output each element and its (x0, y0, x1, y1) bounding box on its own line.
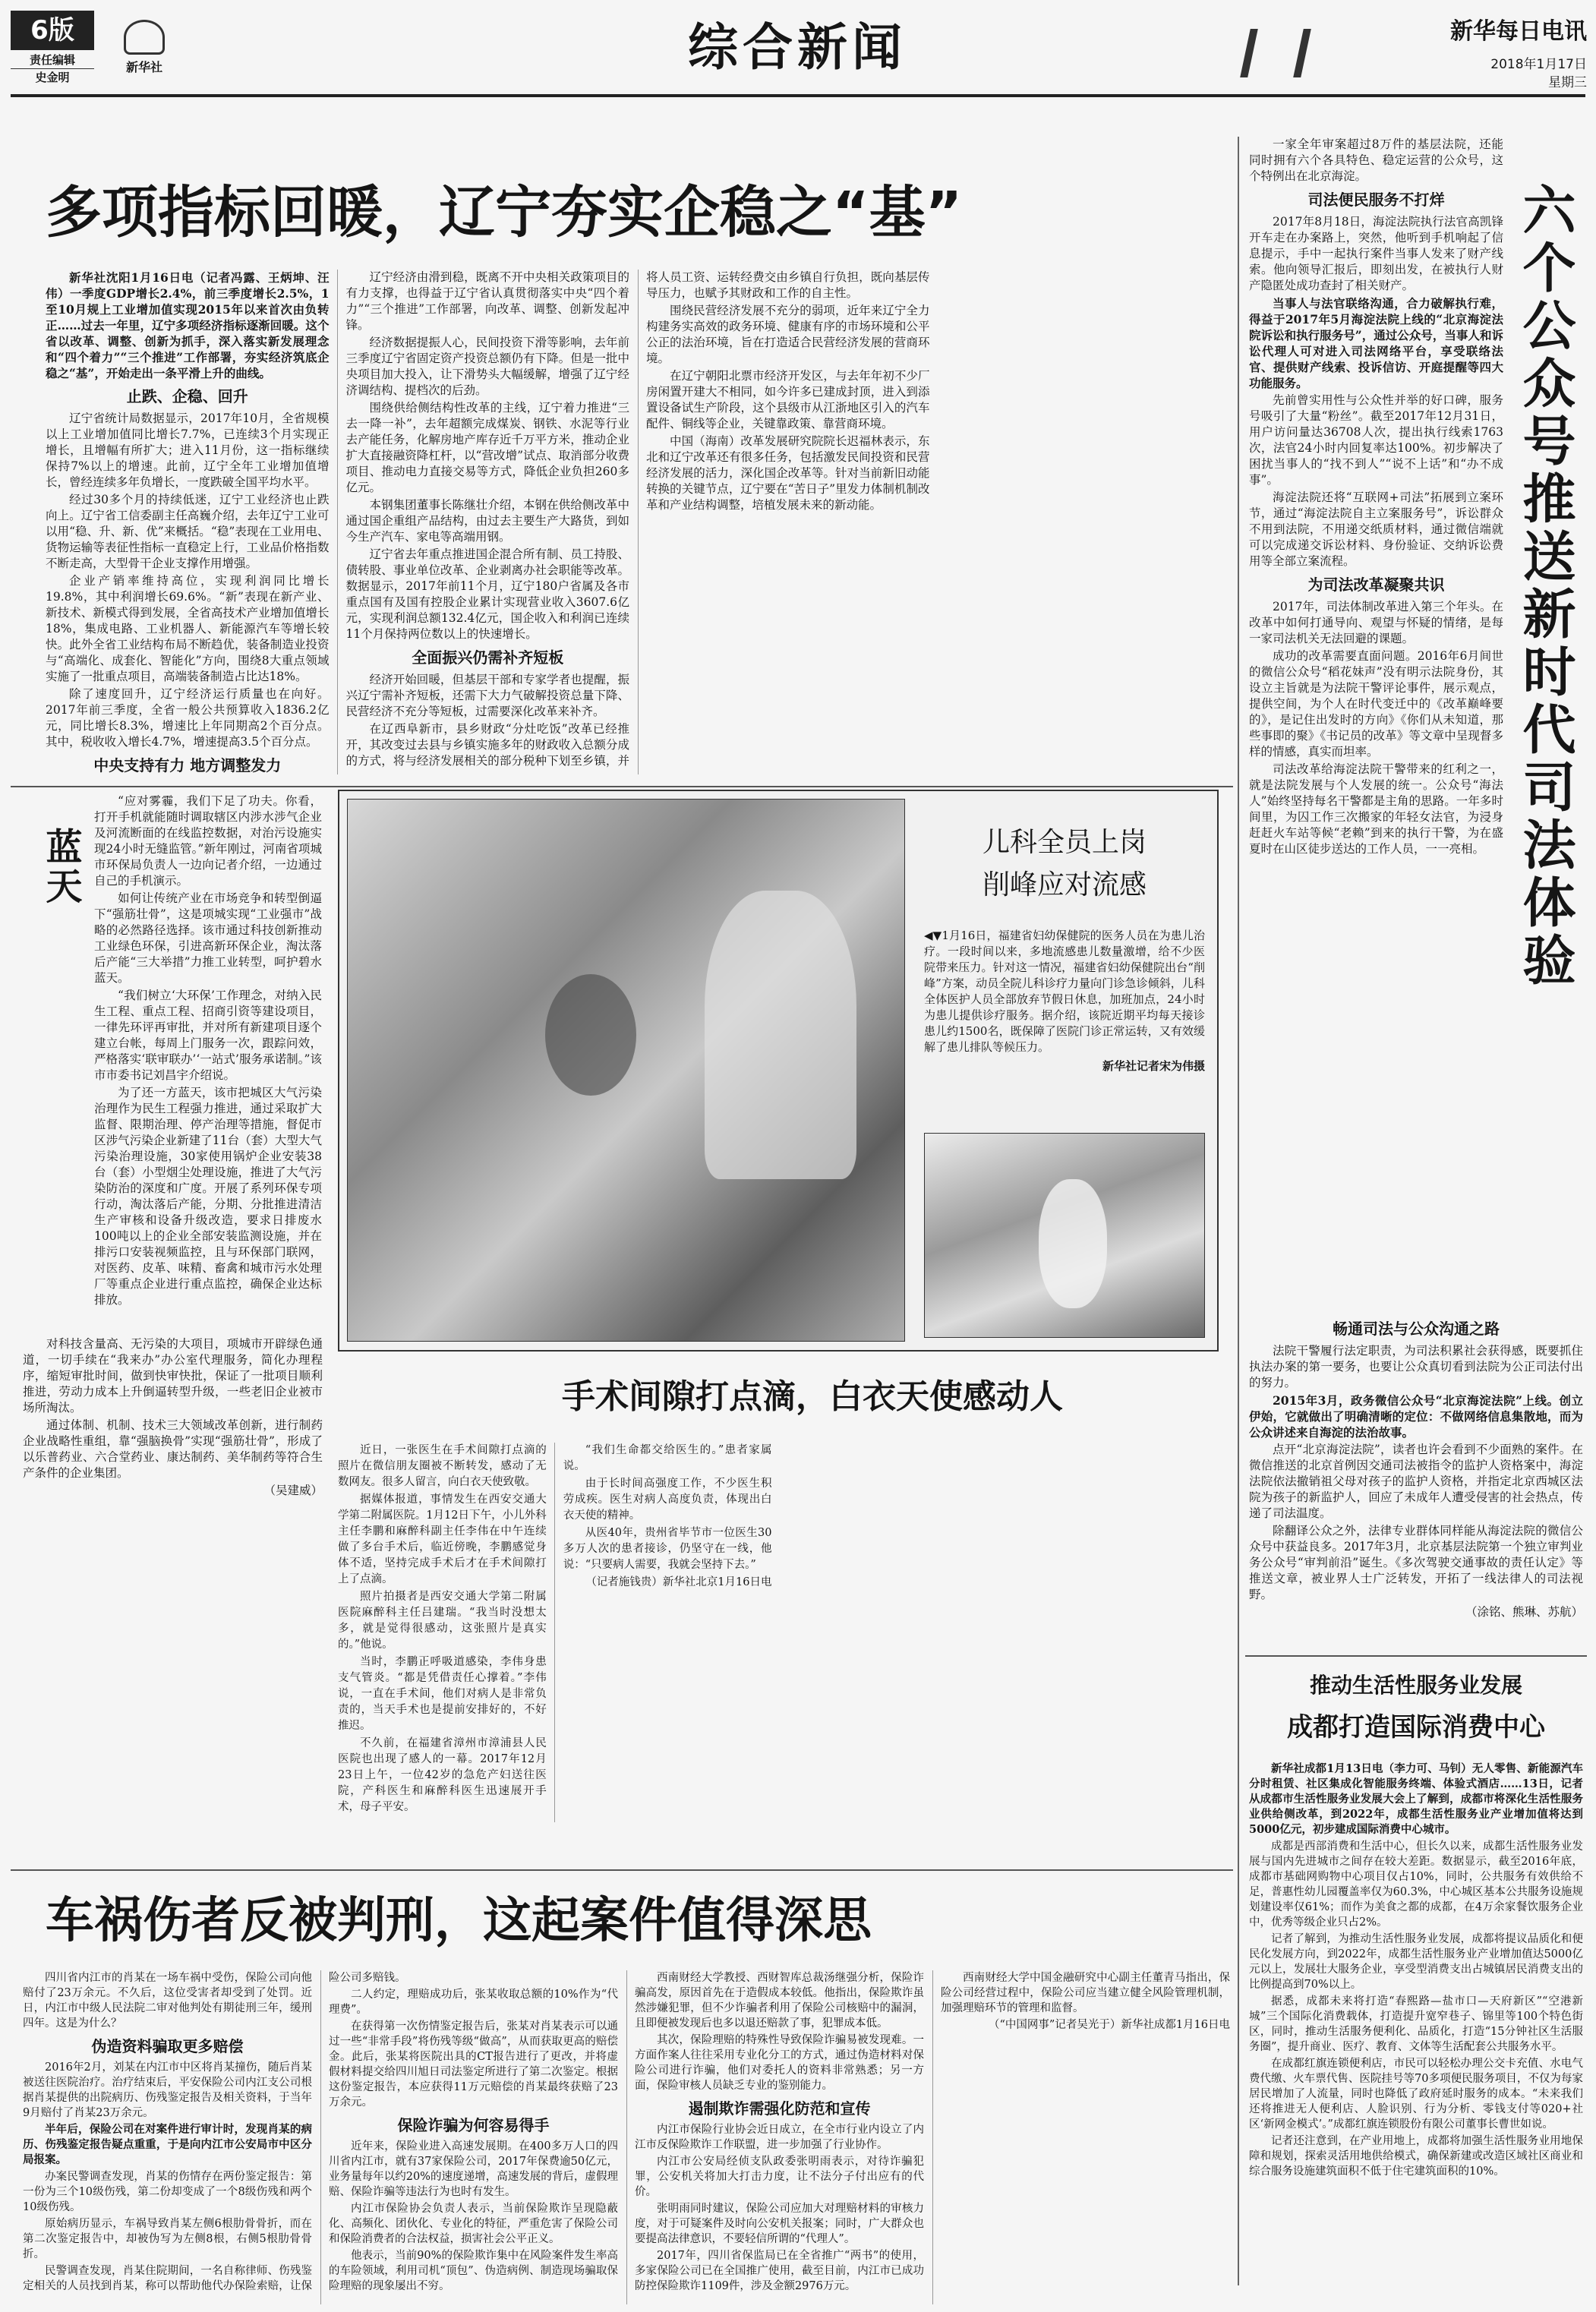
article4-top-rule (11, 1869, 1233, 1871)
article2-headline (38, 828, 84, 1283)
article5-para: 一家全年审案超过8万件的基层法院，还能同时拥有六个各具特色、稳定运营的公众号，这个特例出在北京海淀。 (1249, 137, 1503, 183)
article5-body-top (1249, 137, 1503, 1298)
article1-subhead-3: 全面振兴仍需补齐短板 (412, 648, 564, 667)
article1-para: 辽宁省去年重点推进国企混合所有制、员工持股、债转股、事业单位改革、企业剥离办社会职能等改革。数据显示，2017年前11个月，辽宁180户省属及各市重点国有及国有控股企业累计实现营业收入3607.6亿元，实现利润总额132.4亿元，国企收入和利润已连续11个月保持两位数以上的快速增长。 (345, 547, 629, 641)
article1-body (46, 270, 1230, 774)
article5-headline-text: 六个公众号推送新时代司法体验 (1514, 182, 1576, 990)
article3-para: 不久前，在福建省漳州市漳浦县人民医院也出现了感人的一幕。2017年12月23日上午，一位42岁的急危产妇送往医院，产科医生和麻醉科医生迅速展开手术，母子平安。 (338, 1737, 547, 1813)
article1-subhead-2: 中央支持有力 地方调整发力 (93, 756, 282, 774)
article2-para: “我们树立‘大环保’工作理念，对纳入民生工程、重点工程、招商引资等建设项目，一律先环评再审批，并对所有新建项目逐个建立台帐，每周上门服务一次，跟踪问效，严格落实‘联审联办’‘一站式’服务承诺制。”该市市委书记刘昌宇介绍说。 (94, 989, 322, 1082)
article1-headline: 多项指标回暖，辽宁夯实企稳之“基” (46, 180, 963, 245)
article2-headline-text: 蓝天 (39, 828, 82, 907)
article4-para: 其次，保险理赔的特殊性导致保险诈骗易被发现难。一方面作案人往往采用专业化分工的方式，通过伪造材料对保险公司进行诈骗，他们对委托人的资料非常熟悉；另一方面，保险审核人员缺乏专业的鉴别能力。 (635, 2034, 924, 2092)
article6-para: 据悉，成都未来将打造“春熙路—盐市口—天府新区”“空港新城”三个国际化消费载体，打造提升宽窄巷子、锦里等100个特色街区，同时，推动生活服务便利化、品质化，打造“15分钟社区生活服务圈”，提升商业、医疗、教育、文体等生活配套公共服务水平。 (1249, 1995, 1583, 2053)
article1-para: 辽宁省统计局数据显示，2017年10月，全省规模以上工业增加值同比增长7.7%，已连续3个月实现正增长，且增幅有所扩大；进入11月份，这一指标继续保持7%以上的增速。此前，辽宁全年工业增加值增长，曾经连续多年负增长，一度跌破全国平均水平。 (46, 412, 330, 489)
article6-para: 在成都红旗连锁便利店，市民可以轻松办理公交卡充值、水电气费代缴、火车票代售、医院挂号等70多项便民服务项目，不仅为每家居民增加了人流量，同时也降低了政府延时服务的成本。“未来我们还将推进无人便利店、人脸识别、行为分析、零钱支付等020+社区‘新网金模式’。”成都红旗连锁股份有限公司董事长曹世如说。 (1249, 2058, 1583, 2131)
xinhua-logo (99, 20, 190, 80)
article4-para: 内江市保险行业协会近日成立，在全市行业内设立了内江市反保险欺诈工作联盟，进一步加强了行业协作。 (635, 2124, 924, 2151)
article6-headline-2: 成都打造国际消费中心 (1287, 1712, 1545, 1743)
article4-para: 西南财经大学教授、西财智库总裁汤继强分析，保险诈骗高发，原因首先在于造假成本较低。他指出，保险欺诈虽然涉嫌犯罪，但不少诈骗者利用了保险公司核赔中的漏洞，且即便被发现后也多以退还赔款了事，犯罪成本低。 (635, 1972, 924, 2030)
article5-headline (1511, 182, 1587, 1025)
photo-doctor-figure (705, 891, 856, 1179)
article3-headline: 手术间隙打点滴，白衣天使感动人 (562, 1377, 1063, 1416)
article4-para: 内江市保险协会负责人表示，当前保险欺诈呈现隐蔽化、高频化、团伙化、专业化的特征，严重危害了保险公司和保险消费者的合法权益，损害社会公平正义。 (329, 2203, 618, 2245)
article1-para: 辽宁经济由滑到稳，既离不开中央相关政策项目的有力支撑，也得益于辽宁省认真贯彻落实中央“四个着力”“三个推进”工作部署，向改革、调整、创新发起冲锋。 (345, 270, 629, 332)
article4-para: 西南财经大学中国金融研究中心副主任董青马指出，保险公司经营过程中，保险公司应当建立健全风险管理机制，加强理赔环节的管理和监督。 (941, 1972, 1230, 2014)
article5-para: 2017年8月18日，海淀法院执行法官高凯锋开车走在办案路上，突然，他听到手机响起了信息提示，手中一起执行案件当事人发来了财产线索。他向领导汇报后，即刻出发，在被执行人财产隐匿处成功查封了相关财产。 (1249, 215, 1503, 292)
article1-para: 在辽宁朝阳北票市经济开发区，与去年年初不少厂房闲置开建大不相同，如今许多已建成封顶，进入到添置设备试生产阶段，这个县级市从江浙地区引入的汽车配件、铜线等企业，关键靠政策、靠营商环境。 (646, 369, 930, 431)
article4-para: 民警调查发现，肖某住院期间，一名自称律师、伤残鉴定相关的人员找到肖某，称可以帮助他代办保险索赔，让保险公司多赔钱。 (23, 1972, 406, 2292)
article4-para: 原始病历显示，车祸导致肖某左侧6根肋骨骨折，而在第二次鉴定报告中，却被伪写为左侧8根，右侧5根肋骨骨折。 (23, 2218, 312, 2260)
article1-para: 新华社沈阳1月16日电（记者冯露、王炳坤、汪伟）一季度GDP增长2.4%，前三季度增长2.5%，1至10月规上工业增加值实现2015年以来首次由负转正……过去一年里，辽宁多项经济指标逐渐回暖。这个省以改革、调整、创新为抓手，深入落实新发展理念和“四个着力”“三个推进”工作部署，夯实经济筑底企稳之“基”，开始走出一条平滑上升的曲线。 (46, 270, 330, 380)
article3-para: 从医40年，贵州省毕节市一位医生30多万人次的患者接诊，仍坚守在一线，他说：“只要病人需要，我就会坚持下去。” (563, 1527, 772, 1571)
article4-para: 二人约定，理赔成功后，张某收取总额的10%作为“代理费”。 (329, 1989, 618, 2016)
article4-para: 张明雨同时建议，保险公司应加大对理赔材料的审核力度，对于可疑案件及时向公安机关报案；同时，广大群众也要提高法律意识，不要轻信所谓的“代理人”。 (635, 2203, 924, 2245)
xinhua-logo-icon (124, 20, 165, 55)
section-title: 综合新闻 (688, 18, 907, 77)
article1-para: 本钢集团董事长陈继壮介绍，本钢在供给侧改革中通过国企重组产品结构，由过去主要生产大路货，到如今生产汽车、家电等高端用钢。 (345, 498, 629, 544)
photo-nurse-figure (1039, 1179, 1107, 1308)
photo-story-headline-1: 儿科全员上岗 (982, 827, 1147, 858)
paper-name: 新华每日电讯 (1450, 18, 1587, 45)
article4-para: 四川省内江市的肖某在一场车祸中受伤，保险公司向他赔付了23万余元。不久后，这位受害者却受到了处罚。近日，内江市中级人民法院二审对他判处有期徒刑三年，缓刑四年。这是为什么？ (23, 1972, 312, 2030)
photo-caption-text: ◀▼1月16日，福建省妇幼保健院的医务人员在为患儿治疗。一段时间以来，多地流感患儿数量激增，给不少医院带来压力。针对这一情况，福建省妇幼保健院出台“削峰”方案，动员全院儿科诊疗力量向门诊急诊倾斜，儿科全体医护人员全部放弃节假日休息，加班加点，24小时为患儿提供诊疗服务。据介绍，该院近期平均每天接诊患儿约1500名，既保障了医院门诊正常运转，又有效缓解了患儿排队等候压力。 (924, 929, 1205, 1054)
article6-para: 记者还注意到，在产业用地上，成都将加强生活性服务业用地保障和规划，探索灵活用地供给模式，确保新建或改造区域社区商业和综合服务设施建筑面积不低于住宅建筑面积的10%。 (1249, 2135, 1583, 2178)
article2-para: 通过体制、机制、技术三大领域改革创新，进行制药企业战略性重组，靠“强脑换骨”实现“强筋壮骨”，形成了以乐普药业、六合堂药业、康达制药、美华制药等符合生产条件的企业集团。 (23, 1418, 323, 1480)
article4-para: 近年来，保险业进入高速发展期。在400多万人口的四川省内江市，就有37家保险公司，2017年保费逾50亿元，业务量每年以约20%的速度递增，高速发展的背后，虚假理赔、保险诈骗等违法行为也时有发生。 (329, 2140, 618, 2198)
article1-subhead-1: 止跌、企稳、回升 (126, 387, 248, 405)
article5-para: 除翻译公众之外，法律专业群体同样能从海淀法院的微信公众号中获益良多。2017年3月，北京基层法院第一个独立审判业务公众号“审判前沿”诞生。《多次驾驶交通事故的责任认定》等推送文章，被业界人士广泛转发，开拓了一线法律人的司法视野。 (1249, 1524, 1583, 1601)
photo-story-box (338, 790, 1219, 1352)
article4-subhead-2: 保险诈骗为何容易得手 (397, 2116, 550, 2134)
article3-para: “我们生命都交给医生的。”患者家属说。 (563, 1444, 772, 1472)
article5-para: 司法改革给海淀法院干警带来的红利之一，就是法院发展与个人发展的统一。公众号“海法人”始终坚持每名干警都是主角的思路。一年多时间里，为囚工作三次搬家的年轻女法官，为浸身赶赶火车站等候“老赖”到来的执行干警，为在盛夏时在山区徒步送达的工作人员，一一亮相。 (1249, 762, 1503, 856)
article5-para: 点开“北京海淀法院”，读者也许会看到不少面熟的案件。在微信推送的北京首例因交通司法被指令的监护人资格案中，海淀法院依法撤销祖父母对孩子的监护人资格，并指定北京西城区法院为孩子的新监护人，回应了未成年人遭受侵害的社会热点，传递了司法温度。 (1249, 1443, 1583, 1520)
photo-story-headline (924, 822, 1205, 913)
article2-para: 对科技含量高、无污染的大项目，项城市开辟绿色通道，一切手续在“我来办”办公室代理服务，简化办理程序，缩短审批时间，做到快审快批，保证了一批项目顺利推进，劳动力成本上升倒逼转型升级，一些老旧企业被市场所淘汰。 (23, 1337, 323, 1415)
article3-para: 由于长时间高强度工作，不少医生积劳成疾。医生对病人高度负责，体现出白衣天使的精神。 (563, 1478, 772, 1522)
article1-para: 中国（海南）改革发展研究院院长迟福林表示，东北和辽宁改革还有很多任务，包括激发民间投资和民营经济发展的活力，深化国企改革等。针对当前新旧动能转换的关键节点，辽宁要在“苦日子”里发力体制机制改革和产业结构调整，培植发展未来的新动能。 (646, 434, 930, 512)
masthead-divider (11, 94, 1585, 97)
article6-para: 新华社成都1月13日电（李力可、马钊）无人零售、新能源汽车分时租赁、社区集成化智能服务终端、体验式酒店……13日，记者从成都市生活性服务业发展大会上了解到，成都市将深化生活性服务业供给侧改革，到2022年，成都生活性服务业产业增加值将达到5000亿元，初步建成国际消费中心城市。 (1249, 1762, 1583, 1836)
article4-para: 在获得第一次伤情鉴定报告后，张某对肖某表示可以通过一些“非常手段”将伤残等级“做高”，从而获取更高的赔偿金。此后，张某将医院出具的CT报告进行了更改，并将虚假材料提交给四川旭日司法鉴定所进行了第二次鉴定。根据这份鉴定报告，本应获得11万元赔偿的肖某最终获赔了23万余元。 (329, 2020, 618, 2109)
article2-para: 为了还一方蓝天，该市把城区大气污染治理作为民生工程强力推进，通过采取扩大监督、限期治理、停产治理等措施，督促市区涉气污染企业新建了11台（套）大型大气污染治理设施，30家使用锅炉企业安装38台（套）小型烟尘处理设施，推进了大气污染防治的深度和广度。开展了系列环保专项行动，淘汰落后产能，分期、分批推进清洁生产审核和设备升级改造，要求日排废水100吨以上的企业全部安装监测设施，并在排污口安装视频监控，且与环保部门联网，对医药、皮革、味精、畜禽和城市污水处理厂等重点企业进行重点监控，确保企业达标排放。 (94, 1086, 322, 1307)
article5-para: 2015年3月，政务微信公众号“北京海淀法院”上线。创立伊始，它就做出了明确清晰的定位：不做网络信息集散地，而为公众讲述来自海淀的法治故事。 (1249, 1393, 1583, 1440)
photo-story-headline-2: 削峰应对流感 (982, 869, 1147, 901)
article3-byline: （记者施钱贵）新华社北京1月16日电 (585, 1576, 772, 1588)
article1-para: 经济开始回暖，但基层干部和专家学者也提醒，振兴辽宁需补齐短板，还需下大力气破解投资总量下降、民营经济不充分等短板，过需要深化改革来补齐。 (345, 673, 629, 718)
article4-byline: （“中国网事”记者吴光于）新华社成都1月16日电 (989, 2019, 1230, 2031)
article5-byline: （涂铭、熊琳、苏航） (1465, 1605, 1583, 1619)
article4-para: 他表示，当前90%的保险欺诈集中在风险案件发生率高的车险领域，利用司机“顶包”、伪造病例、制造现场骗取保险理赔的现象屡出不穷。 (329, 2250, 618, 2292)
article4-para: 2017年，四川省保监局已在全省推广“两书”的使用，多家保险公司已在全国推广使用，截至目前，内江市已成功防控保险欺诈1109件，涉及金额2976万元。 (635, 2250, 924, 2292)
issue-date: 2018年1月17日 (1490, 57, 1587, 71)
article2-para: “应对雾霾，我们下足了功夫。你看，打开手机就能随时调取辖区内涉水涉气企业及河流断面的在线监控数据，对治污设施实现24小时无缝监管。”新年刚过，河南省项城市环保局负责人一边向记者介绍，一边通过自己的手机演示。 (94, 794, 322, 888)
article5-body-bottom (1249, 1314, 1583, 1655)
article4-para: 半年后，保险公司在对案件进行审计时，发现肖某的病历、伤残鉴定报告疑点重重，于是向内江市公安局市中区分局报案。 (23, 2123, 312, 2166)
article6-headline-1: 推动生活性服务业发展 (1309, 1673, 1522, 1698)
article4-body (23, 1970, 1230, 2304)
right-column-divider (1238, 137, 1239, 2285)
article3-para: 近日，一张医生在手术间隙打点滴的照片在微信朋友圈被不断转发，感动了无数网友。很多人留言，向白衣天使致敬。 (338, 1444, 547, 1488)
article5-para: 先前曾实用性与公众性并举的好口碑，服务号吸引了大量“粉丝”。截至2017年12月31日，用户访问量达36708人次，提出执行线索1763次，法官24小时内回复率达100%。初步解决了困扰当事人的“找不到人”“说不上话”和“办不成事”。 (1249, 393, 1503, 487)
article5-para: 2017年，司法体制改革进入第三个年头。在改革中如何打通导向、观望与怀疑的情绪，是每一家司法机关无法回避的课题。 (1249, 600, 1503, 645)
issue-weekday: 星期三 (1548, 75, 1587, 90)
article4-para: 办案民警调查发现，肖某的伤情存在两份鉴定报告：第一份为三个10级伤残，第二份却变成了一个8级伤残和两个10级伤残。 (23, 2171, 312, 2213)
article4-subhead-3: 遏制欺诈需强化防范和宣传 (688, 2099, 871, 2118)
article1-para: 企业产销率维持高位，实现利润同比增长19.8%，其中利润增长69.6%。“新”表现在新产业、新技术、新模式得到发展，全省高技术产业增加值增长18%，集成电路、工业机器人、新能源汽车等增长较快。此外全省工业结构布局不断趋优，装备制造业投资与“高端化、成套化、智能化”方向，围绕8大重点领域实施了一批重点项目，高端装备制造占比达18%。 (46, 574, 330, 683)
article1-para: 围绕民营经济发展不充分的弱项，近年来辽宁全力构建务实高效的政务环境、健康有序的市场环境和公平公正的法治环境，旨在打造适合民营经济发展的营商环境。 (646, 304, 930, 365)
secondary-photo (924, 1133, 1205, 1338)
article6-body (1249, 1762, 1583, 2304)
article4-para: 内江市公安局经侦支队政委张明雨表示，对待诈骗犯罪，公安机关将加大打击力度，让不法分子付出应有的代价。 (635, 2156, 924, 2198)
article3-para: 当时，李鹏正呼吸道感染，李伟身患支气管炎。“都是凭借责任心撑着。”李伟说，一直在手术间，他们对病人是非常负责的，当天手术也是提前安排好的，不好推迟。 (338, 1656, 547, 1732)
article5-para: 海淀法院还将“互联网+司法”拓展到立案环节，通过“海淀法院自主立案服务号”，诉讼群众不用到法院，不用递交纸质材料，通过微信端就可以完成递交诉讼材料、身份验证、交纳诉讼费用等全部立案流程。 (1249, 490, 1503, 568)
news-logo-icon (1240, 29, 1311, 77)
photo-child-figure (545, 974, 636, 1096)
article4-headline: 车祸伤者反被判刑，这起案件值得深思 (46, 1893, 872, 1949)
article5-para: 法院干警履行法定职责，为司法积累社会获得感，既要抓住执法办案的第一要务，也要让公众真切看到法院为公正司法付出的努力。 (1249, 1344, 1583, 1389)
article4-para: 2016年2月，刘某在内江市中区将肖某撞伤，随后肖某被送往医院治疗。治疗结束后，平安保险公司内江支公司根据肖某提供的出院病历、伤残鉴定报告及相关资料，于当年9月赔付了肖某23万余元。 (23, 2061, 312, 2119)
xinhua-logo-text: 新华社 (125, 60, 162, 74)
article5-subhead-1: 司法便民服务不打烊 (1307, 191, 1445, 209)
article5-para: 当事人与法官联络沟通，合力破解执行难，得益于2017年5月海淀法院上线的“北京海淀法院诉讼和执行服务号”，通过公众号，当事人和诉讼代理人可对进入司法网络平台，享受联络法官、提供财产线索、投诉信访、开庭提醒等四大功能服务。 (1249, 296, 1503, 390)
article1-para: 除了速度回升，辽宁经济运行质量也在向好。2017年前三季度，全省一般公共预算收入1836.2亿元，同比增长8.3%，增速比上年同期高2个百分点。其中，税收收入增长4.7%，增速提高3.5个百分点。 (46, 687, 330, 749)
article6-headline (1249, 1667, 1583, 1758)
article2-para: 如何让传统产业在市场竞争和转型倒逼下“强筋壮骨”，这是项城实现“工业强市”战略的必然路径选择。该市通过科技创新推动工业绿色环保，引进高新环保企业，淘汰落后产能“三大举措”力推工业转型，呵护碧水蓝天。 (94, 891, 322, 985)
article1-para: 经过30多个月的持续低迷，辽宁工业经济也止跌向上。辽宁省工信委副主任高巍介绍，去年辽宁工业可以用“稳、升、新、优”来概括。“稳”表现在工业用电、货物运输等表征性指标一直稳定上行，工业品价格指数不断走高，大型骨干企业支撑作用增强。 (46, 493, 330, 570)
article1-para: 围绕供给侧结构性改革的主线，辽宁着力推进“三去一降一补”，去年超额完成煤炭、钢铁、水泥等行业去产能任务，化解房地产库存近千万平方米，推动企业扩大直接融资降杠杆，以“营改增”试点、取消部分收费项目、推动电力直接交易等方式，降低企业负担260多亿元。 (345, 401, 629, 494)
article1-bottom-rule (11, 786, 1233, 787)
article6-para: 成都是西部消费和生活中心，但长久以来，成都生活性服务业发展与国内先进城市之间存在较大差距。数据显示，截至2016年底，成都市基础网购物中心项目仅占10%，同时，公共服务有效供给不足，普惠性幼儿园覆盖率仅为60.3%，中心城区基本公共服务设施规划建设率仅61%；而作为美食之都的成都，在4万余家餐饮服务企业中，优秀等级企业只占2%。 (1249, 1840, 1583, 1929)
editor-info (11, 52, 94, 90)
photo-credit: 新华社记者宋为伟摄 (1102, 1059, 1205, 1073)
editor-label: 责任编辑 (11, 52, 94, 69)
article3-para: 照片拍摄者是西安交通大学第二附属医院麻醉科主任吕建瑞。“我当时没想太多，就是觉得很感动，这张照片是真实的。”他说。 (338, 1591, 547, 1651)
article5-para: 成功的改革需要直面问题。2016年6月间世的微信公众号“稻花妹声”没有明示法院身份，其设立主旨就是为法院干警评论事件，展示观点，提供空间，为个人在时代变迁中的《改革巅峰要的》，是记住出发时的方向》《你们从未知道，那些事即的聚》《书记员的改革》等文章中呈现督多样的情感，真实而坦率。 (1249, 649, 1503, 759)
article3-body (338, 1443, 1222, 1822)
article5-subhead-3: 畅通司法与公众沟通之路 (1333, 1320, 1500, 1338)
article4-subhead-1: 伪造资料骗取更多赔偿 (91, 2037, 244, 2055)
photo-caption (924, 928, 1205, 1125)
main-photo (347, 799, 905, 1342)
article1-para: 经济数据提振人心，民间投资下滑等影响，去年前三季度辽宁省固定资产投资总额仍有下降。但是一批中央项目加大投入，让下滑势头大幅缓解，增强了辽宁经济调结构、提档次的后劲。 (345, 336, 629, 397)
article3-para: 据媒体报道，事情发生在西安交通大学第二附属医院。1月12日下午，小儿外科主任李鹏和麻醉科副主任李伟在中午连续做了多台手术后，临近傍晚，李鹏感觉身体不适，坚持完成手术后才在手术间隙打上了点滴。 (338, 1493, 547, 1585)
page-number-box (11, 11, 94, 50)
article2-byline: （吴建威） (263, 1484, 323, 1497)
article2-body-bottom (23, 1336, 323, 1860)
article1-para: 在辽西阜新市，县乡财政“分灶吃饭”改革已经推开，其改变过去县与乡镇实施多年的财政收入总额分成的方式，将与经济发展相关的部分税种下划至乡镇，并将人员工资、运转经费交由乡镇自行负担，既向基层传导压力，也赋予其财政和工作的自主性。 (345, 270, 930, 768)
editor-name: 史金明 (35, 71, 70, 84)
page-number: 6版 (30, 15, 74, 46)
article6-para: 记者了解到，为推动生活性服务业发展，成都将提议品质化和便民化发展方向，到2022年，成都生活性服务业产业增加值达5000亿元以上，发展壮大服务企业，享受型消费支出占城镇居民消费支出的比例提高到70%以上。 (1249, 1933, 1583, 1991)
article5-subhead-2: 为司法改革凝聚共识 (1307, 576, 1445, 594)
article6-top-rule (1245, 1655, 1587, 1657)
